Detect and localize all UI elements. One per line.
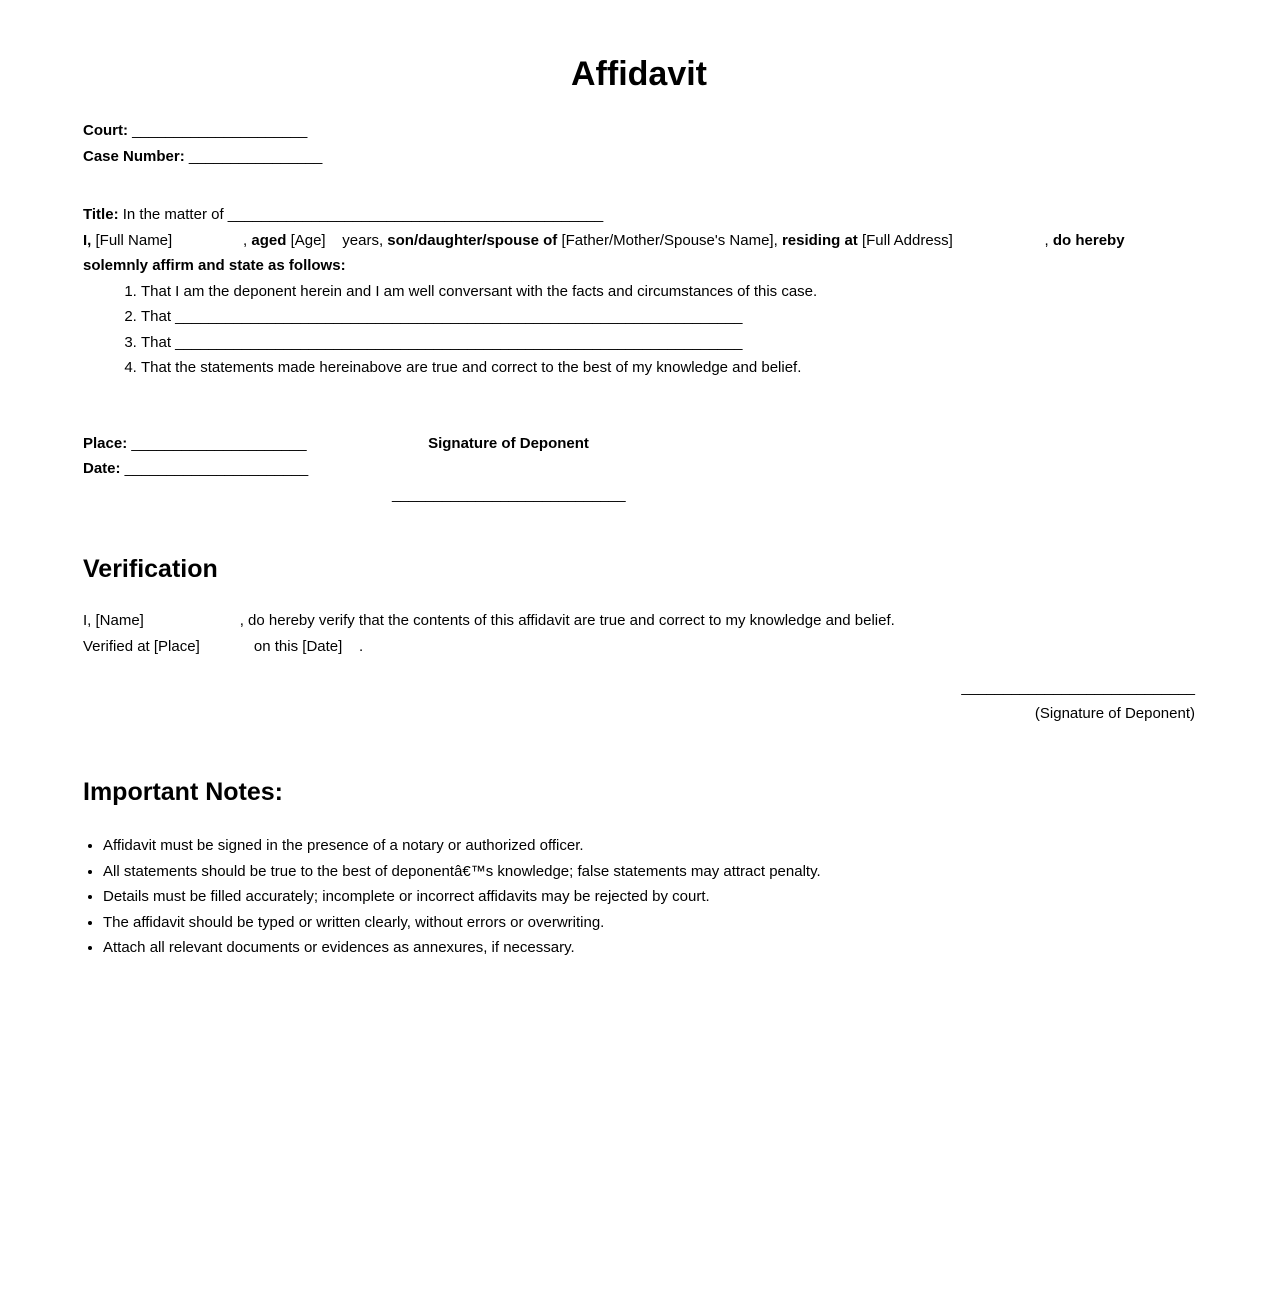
verification-signature-line: ____________________________ bbox=[961, 679, 1195, 696]
case-number-line bbox=[83, 144, 1195, 170]
date-label: Date: bbox=[83, 460, 121, 477]
opening-declaration bbox=[83, 228, 1195, 279]
matter-title-text: In the matter of bbox=[118, 206, 228, 223]
place-label: Place: bbox=[83, 434, 128, 452]
date-blank: ______________________ bbox=[120, 460, 309, 477]
verification-heading: Verification bbox=[83, 555, 218, 583]
list-item: • The affidavit should be typed or written clearly, without errors or overwriting. bbox=[103, 910, 1195, 936]
important-notes-list bbox=[83, 833, 1195, 961]
text-run: solemnly affirm and state as follows: bbox=[83, 257, 346, 274]
place-date-block bbox=[83, 431, 392, 508]
list-item: • Affidavit must be signed in the presence of a notary or authorized officer. bbox=[103, 833, 1195, 859]
deponent-signature-block bbox=[392, 431, 625, 508]
place-line bbox=[83, 431, 392, 457]
list-item: • Attach all relevant documents or evidences as annexures, if necessary. bbox=[103, 935, 1195, 961]
matter-title-blank: _____________________________________________ bbox=[227, 206, 604, 223]
page-title: Affidavit bbox=[571, 55, 707, 93]
place-blank: _____________________ bbox=[127, 434, 307, 452]
text-run: residing at bbox=[781, 231, 858, 249]
deponent-signature-label: Signature of Deponent bbox=[428, 434, 589, 452]
list-item: 2. That ____________________________________________________________________ bbox=[141, 304, 1195, 330]
case-number-blank: ________________ bbox=[184, 147, 323, 165]
text-run: [Father/Mother/Spouse's Name], bbox=[557, 231, 782, 249]
list-item: 4. That the statements made hereinabove are true and correct to the best of my knowledge and belief. bbox=[141, 355, 1195, 381]
matter-title-label: Title: bbox=[83, 206, 119, 223]
spacer bbox=[392, 456, 625, 482]
text-run: [Full Name] , bbox=[91, 231, 252, 249]
text-run: [Age] years, bbox=[286, 231, 388, 249]
date-line bbox=[83, 456, 392, 482]
list-item: 3. That ____________________________________________________________________ bbox=[141, 330, 1195, 356]
important-notes-heading: Important Notes: bbox=[83, 778, 283, 806]
text-run: I, bbox=[83, 231, 92, 249]
case-header-block bbox=[83, 118, 1195, 169]
signature-block bbox=[83, 431, 1195, 508]
text-run: I, [Name] , do hereby verify that the contents of this affidavit are true and correct to my knowledge and belief. bbox=[83, 612, 895, 629]
matter-title-line bbox=[83, 202, 1195, 228]
verification-paragraph bbox=[83, 608, 1195, 659]
deponent-signature-line: ____________________________ bbox=[392, 485, 626, 503]
verification-signature-block bbox=[83, 675, 1195, 726]
list-item: 1. That I am the deponent herein and I am well conversant with the facts and circumstances of this case. bbox=[141, 279, 1195, 305]
statements-list bbox=[83, 279, 1195, 381]
court-label: Court: bbox=[83, 122, 128, 139]
list-item: • Details must be filled accurately; incomplete or incorrect affidavits may be rejected by court. bbox=[103, 884, 1195, 910]
list-item: • All statements should be true to the best of deponentâ€™s knowledge; false statements may attract penalty. bbox=[103, 859, 1195, 885]
text-run: [Full Address] , bbox=[857, 231, 1053, 249]
case-number-label: Case Number: bbox=[83, 147, 185, 165]
court-blank: _____________________ bbox=[128, 122, 308, 139]
verification-signature-caption: (Signature of Deponent) bbox=[1034, 704, 1195, 722]
text-run: Verified at [Place] on this [Date] . bbox=[83, 637, 364, 655]
court-line bbox=[83, 118, 1195, 144]
text-run: son/daughter/spouse of bbox=[387, 231, 558, 249]
text-run: aged bbox=[251, 231, 287, 249]
text-run: do hereby bbox=[1052, 231, 1125, 249]
